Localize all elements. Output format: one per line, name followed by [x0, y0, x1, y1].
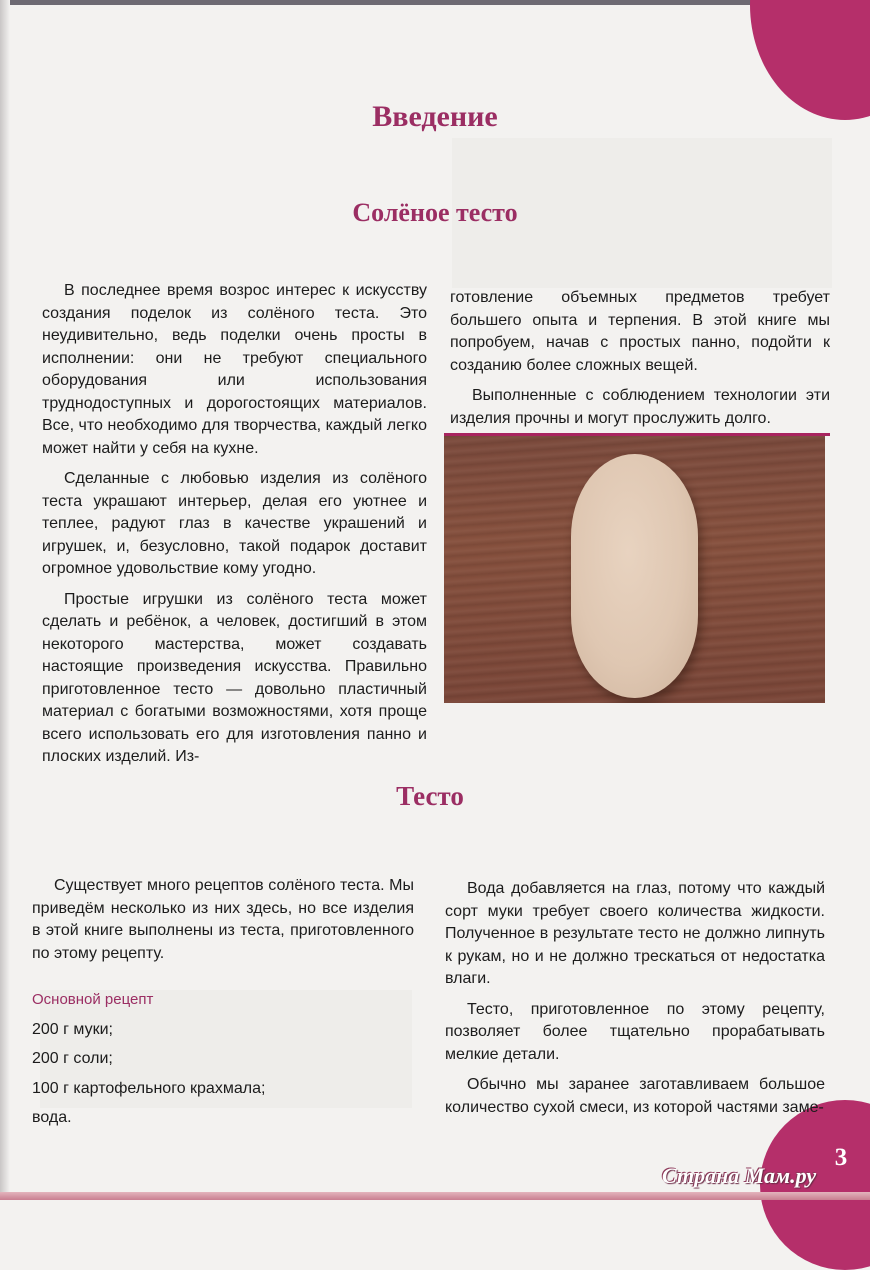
page-bottom-edge	[0, 1192, 870, 1200]
page-title: Введение	[372, 100, 498, 133]
paragraph: Выполненные с соблюдением технологии эти изделия прочны и могут прослужить долго.	[450, 387, 830, 427]
recipe-item: вода.	[32, 1109, 72, 1126]
paragraph: Существует много рецептов солёного теста. Мы приведём несколько из них здесь, но все изделия в этой книге выполнены из теста, приготовленного по этому рецепту.	[32, 877, 414, 962]
recipe-item: 200 г соли;	[32, 1050, 113, 1067]
text-column-3	[32, 875, 414, 1130]
recipe-title: Основной рецепт	[32, 991, 154, 1008]
dough-oval-image	[571, 454, 698, 698]
paragraph: Простые игрушки из солёного теста может сделать и ребёнок, а человек, достигший в этом некоторого мастерства, может создавать настоящие произведения искусства. Правильно приготовленное тесто — довольно пластичный материал с богатыми возможностями, хотя проще всего использовать его для изготовления панно и плоских изделий. Из-	[42, 590, 427, 765]
text-column-2	[450, 287, 830, 430]
paragraph: Тесто, приготовленное по этому рецепту, позволяет более тщательно прорабатывать мелкие детали.	[445, 1000, 825, 1063]
section-title-salt-dough: Солёное тесто	[352, 198, 518, 227]
page-top-edge	[0, 0, 870, 5]
text-column-4	[445, 878, 825, 1119]
paragraph: Обычно мы заранее заготавливаем большое количество сухой смеси, из которой частями заме-	[445, 1076, 825, 1116]
text-column-1	[42, 280, 427, 769]
dough-photo	[444, 436, 825, 703]
page-number: 3	[834, 1144, 848, 1171]
paragraph: готовление объемных предметов требует большего опыта и терпения. В этой книге мы попробуем, начав с простых панно, подойти к созданию более сложных вещей.	[450, 289, 830, 374]
page-binding-shadow	[0, 0, 10, 1200]
paragraph: Вода добавляется на глаз, потому что каждый сорт муки требует своего количества жидкости. Полученное в результате тесто не должно липнуть к рукам, но и не должно трескаться от недостатка влаги.	[445, 880, 825, 987]
section-title-dough: Тесто	[396, 781, 464, 811]
paragraph: В последнее время возрос интерес к искусству создания поделок из солёного теста. Это неудивительно, ведь поделки очень просты в исполнении: они не требуют специального оборудования или использования труднодоступных и дорогостоящих материалов. Все, что необходимо для творчества, каждый легко может найти у себя на кухне.	[42, 282, 427, 457]
recipe-item: 200 г муки;	[32, 1020, 113, 1038]
recipe-item: 100 г картофельного крахмала;	[32, 1079, 266, 1097]
paragraph: Сделанные с любовью изделия из солёного теста украшают интерьер, делая его уютнее и теплее, радуют глаз в качестве украшений и игрушек, и, безусловно, такой подарок доставит огромное удовольствие кому угодно.	[42, 470, 427, 577]
watermark-logo: Страна Мам.ру	[662, 1163, 817, 1188]
corner-decoration-top	[750, 0, 870, 120]
